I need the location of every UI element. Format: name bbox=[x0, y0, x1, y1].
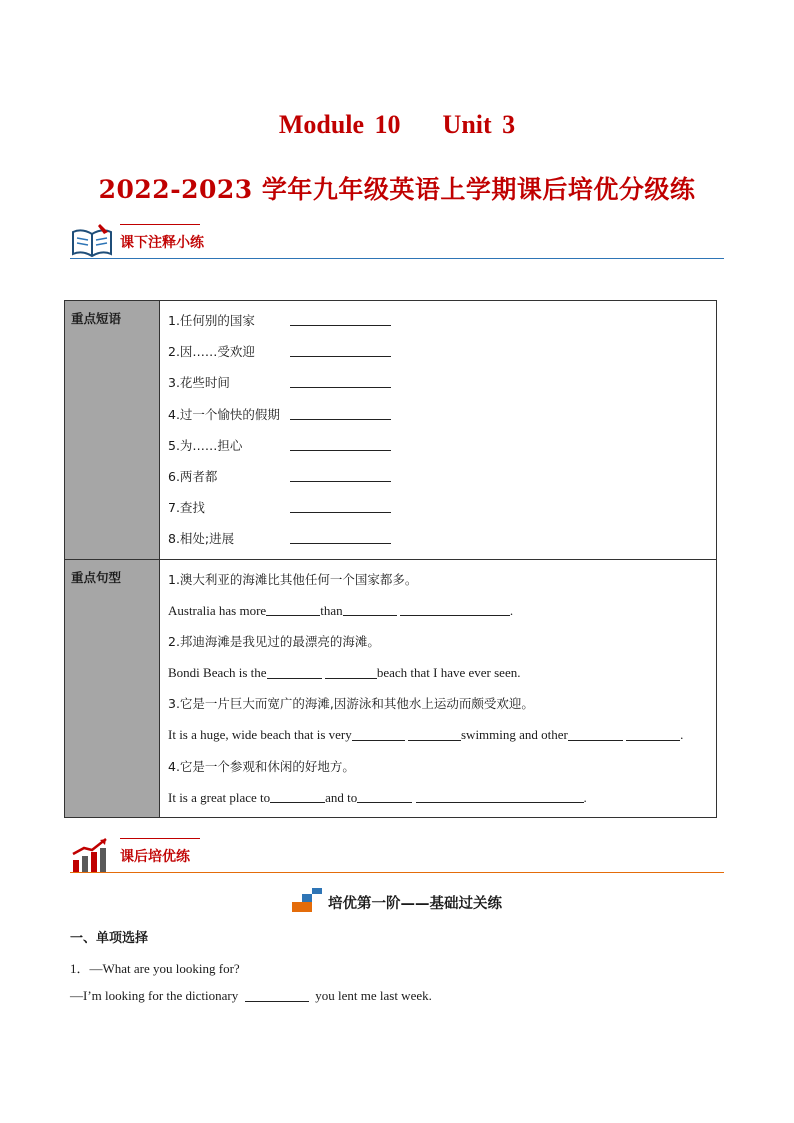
answer-blank[interactable] bbox=[352, 740, 405, 741]
answer-blank[interactable] bbox=[290, 512, 391, 513]
answer-blank[interactable] bbox=[416, 802, 584, 803]
title-main: 2022-2023 学年九年级英语上学期课后培优分级练 bbox=[98, 175, 696, 204]
sentence-cn: 1.澳大利亚的海滩比其他任何一个国家都多。 bbox=[168, 571, 418, 587]
phrase-row: 2.因……受欢迎 bbox=[168, 336, 708, 367]
section-header-practice bbox=[70, 836, 724, 876]
answer-blank[interactable] bbox=[290, 356, 391, 357]
sentence-en: It is a huge, wide beach that is very swimming and other . bbox=[168, 727, 684, 743]
phrase-row: 3.花些时间 bbox=[168, 367, 708, 398]
section-header-notes bbox=[70, 222, 724, 262]
answer-blank[interactable] bbox=[408, 740, 461, 741]
rising-chart-icon bbox=[70, 836, 114, 874]
phrase-row: 8.相处;进展 bbox=[168, 523, 708, 554]
part-title: 一、单项选择 bbox=[70, 931, 149, 946]
practice-subheading: 培优第一阶——基础过关练 bbox=[0, 888, 794, 913]
answer-blank[interactable] bbox=[626, 740, 680, 741]
answer-blank[interactable] bbox=[245, 1001, 309, 1002]
answer-blank[interactable] bbox=[400, 615, 510, 616]
answer-blank[interactable] bbox=[290, 387, 391, 388]
key-phrases-list bbox=[160, 301, 717, 560]
sentence-en: Bondi Beach is the beach that I have ever seen. bbox=[168, 665, 521, 681]
sentence-en: Australia has more than . bbox=[168, 602, 514, 618]
section-label-practice: 课后培优练 bbox=[120, 849, 190, 865]
answer-blank[interactable] bbox=[290, 419, 391, 420]
sentence-en: It is a great place to and to . bbox=[168, 789, 587, 805]
book-icon bbox=[70, 222, 114, 260]
phrase-row: 1.任何别的国家 bbox=[168, 305, 708, 336]
phrase-row: 6.两者都 bbox=[168, 461, 708, 492]
answer-blank[interactable] bbox=[267, 678, 322, 679]
key-sentences-list bbox=[160, 559, 717, 818]
answer-blank[interactable] bbox=[266, 615, 320, 616]
key-phrases-label: 重点短语 bbox=[65, 301, 160, 560]
section-label-notes: 课下注释小练 bbox=[120, 235, 204, 251]
phrase-row: 4.过一个愉快的假期 bbox=[168, 399, 708, 430]
answer-blank[interactable] bbox=[325, 678, 377, 679]
answer-blank[interactable] bbox=[290, 481, 391, 482]
phrase-row: 5.为……担心 bbox=[168, 430, 708, 461]
answer-blank[interactable] bbox=[290, 325, 391, 326]
answer-blank[interactable] bbox=[568, 740, 623, 741]
title-unit: Module 10 Unit 3 bbox=[278, 110, 516, 139]
answer-blank[interactable] bbox=[357, 802, 412, 803]
stairs-icon bbox=[292, 888, 322, 912]
sentence-cn: 3.它是一片巨大而宽广的海滩,因游泳和其他水上运动而颇受欢迎。 bbox=[168, 696, 534, 712]
question-1-line-1: 1．—What are you looking for? bbox=[70, 961, 240, 976]
sentence-cn: 2.邦迪海滩是我见过的最漂亮的海滩。 bbox=[168, 633, 380, 649]
answer-blank[interactable] bbox=[290, 450, 391, 451]
answer-blank[interactable] bbox=[343, 615, 397, 616]
key-points-table bbox=[64, 300, 717, 818]
key-sentences-label: 重点句型 bbox=[65, 559, 160, 818]
answer-blank[interactable] bbox=[290, 543, 391, 544]
question-1-line-2: —I’m looking for the dictionary you lent me last week. bbox=[70, 988, 432, 1003]
phrase-row: 7.查找 bbox=[168, 492, 708, 523]
sentence-cn: 4.它是一个参观和休闲的好地方。 bbox=[168, 758, 355, 774]
answer-blank[interactable] bbox=[270, 802, 325, 803]
